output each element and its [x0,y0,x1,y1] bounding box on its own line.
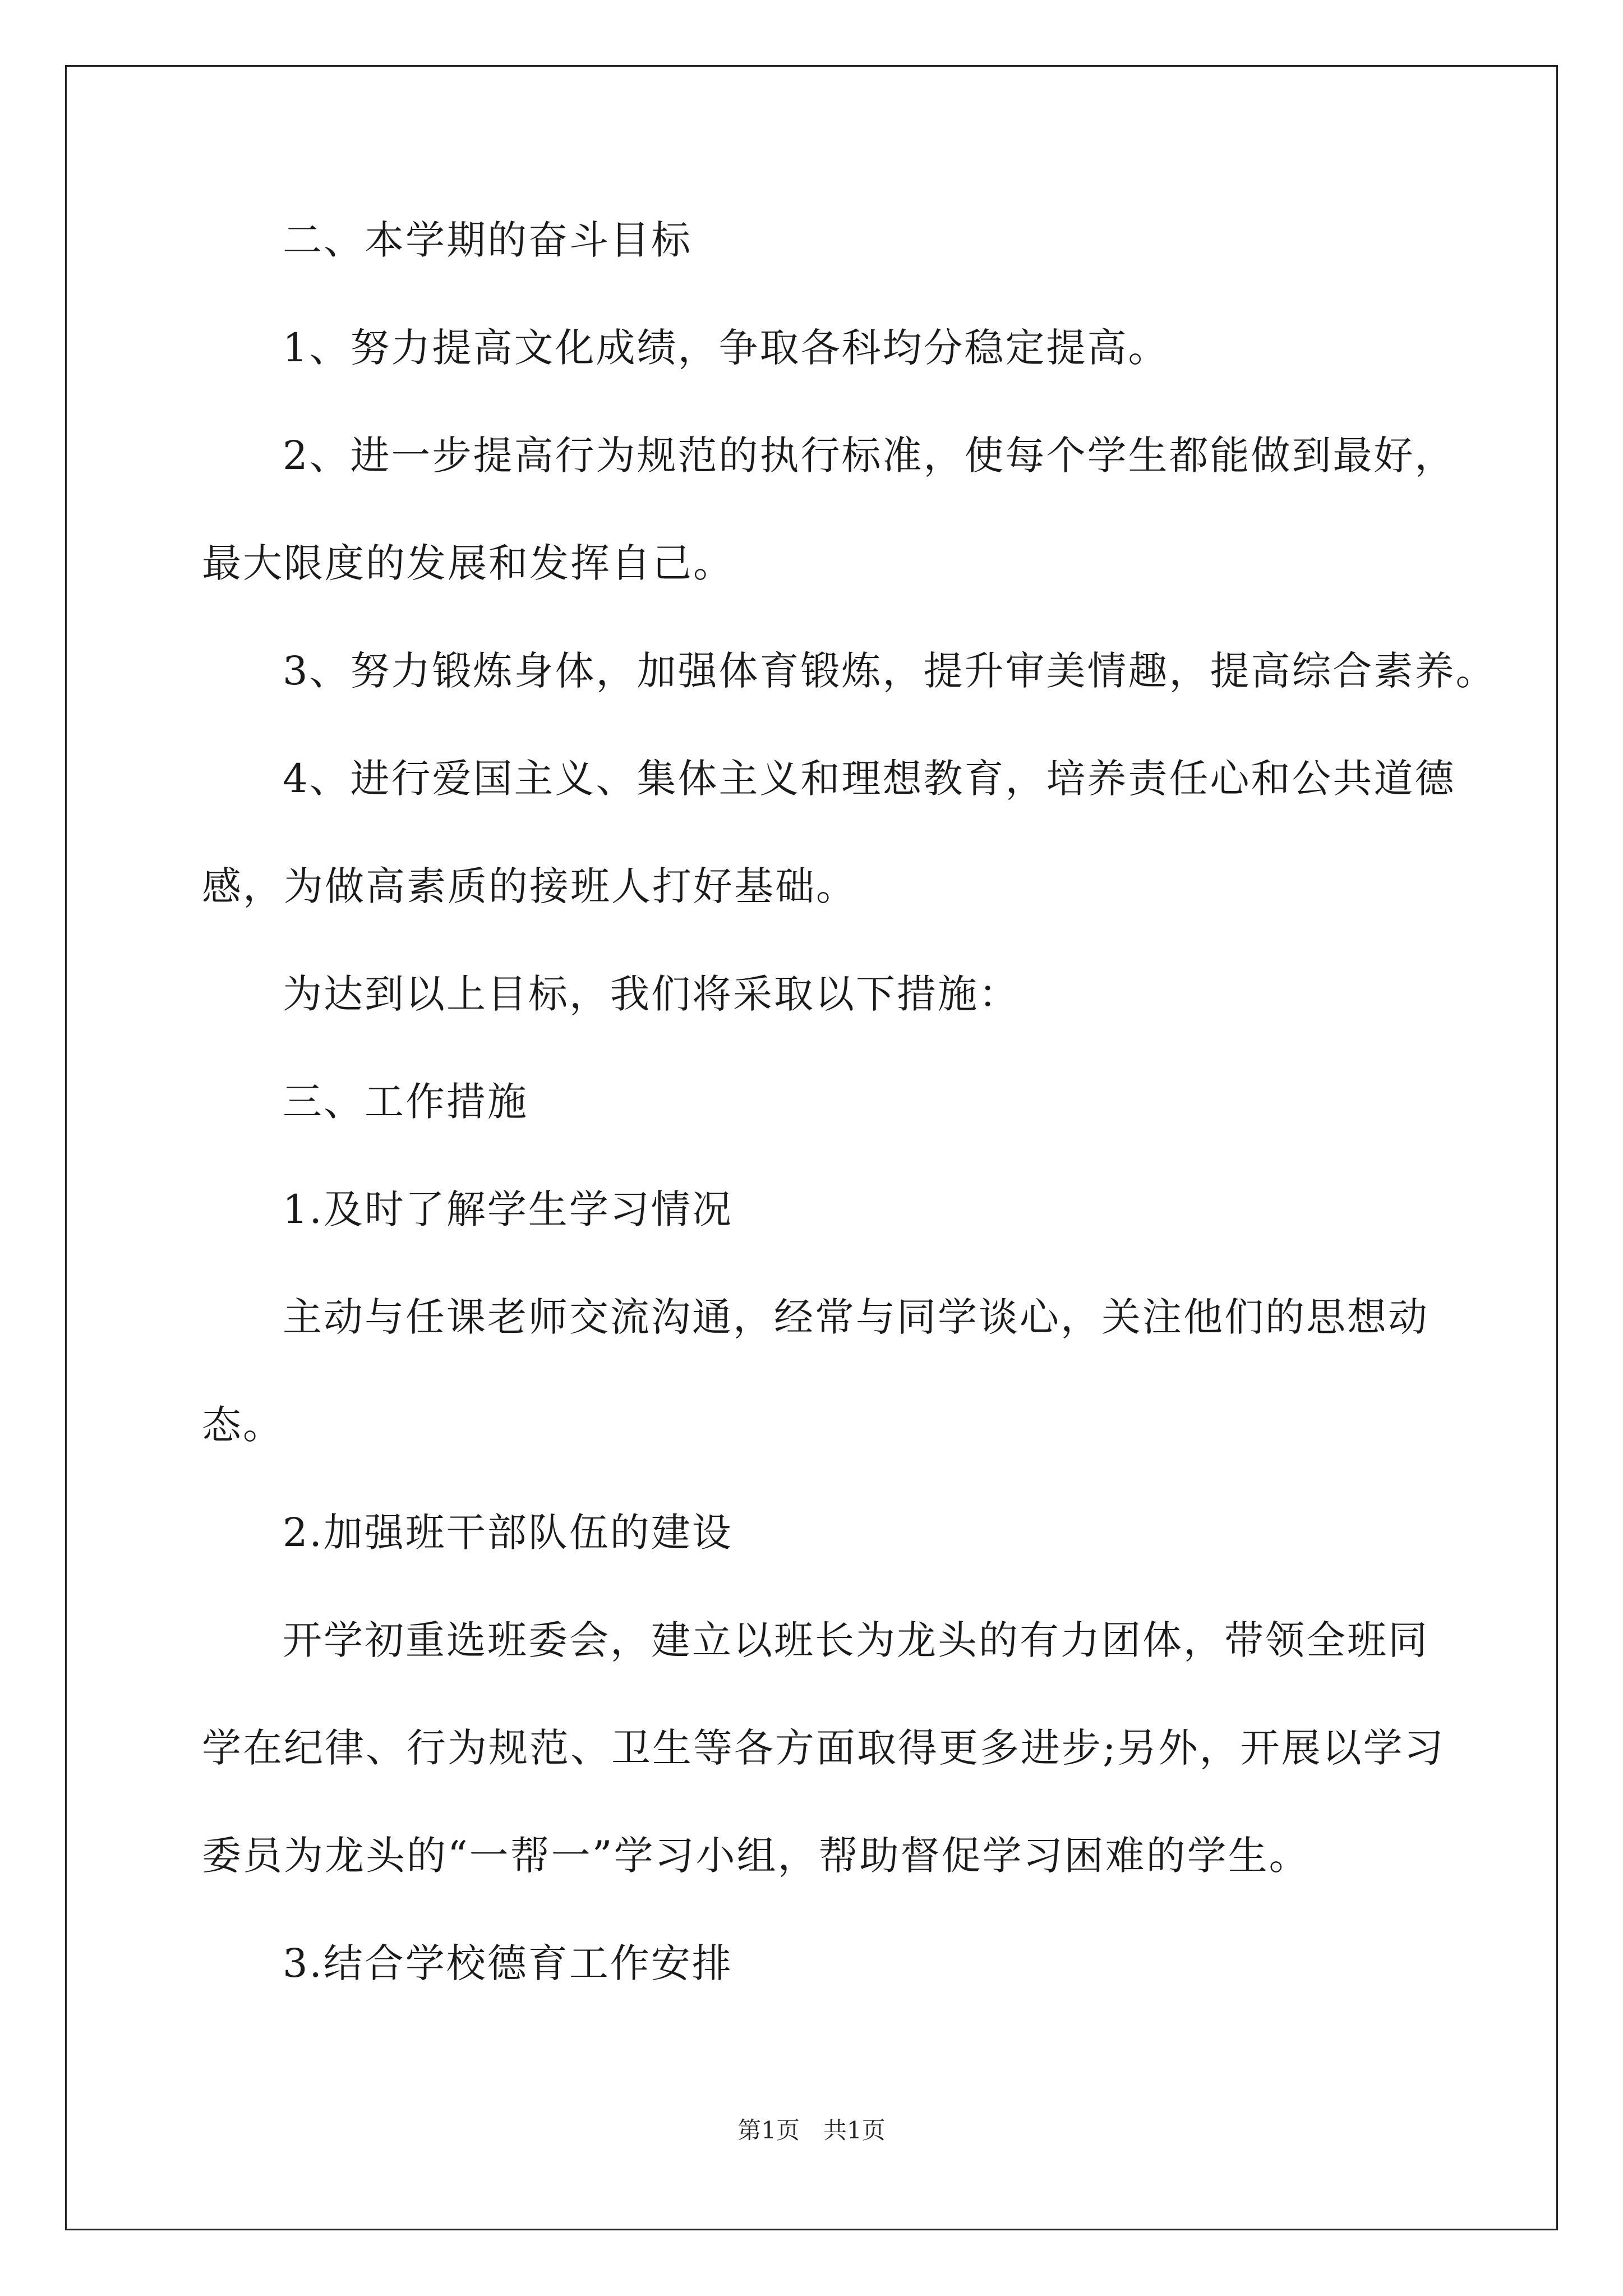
paragraph-line: 感，为做高素质的接班人打好基础。 [202,863,857,909]
subheading: 3.结合学校德育工作安排 [283,1940,733,1986]
paragraph-line: 2、进一步提高行为规范的执行标准，使每个学生都能做到最好， [283,432,1456,478]
heading-measures: 三、工作措施 [283,1079,528,1125]
paragraph-line: 态。 [202,1402,284,1448]
paragraph-line: 1、努力提高文化成绩，争取各科均分稳定提高。 [283,325,1169,371]
paragraph-line: 为达到以上目标，我们将采取以下措施： [283,971,1020,1017]
paragraph-line: 委员为龙头的“一帮一”学习小组，帮助督促学习困难的学生。 [202,1833,1310,1879]
paragraph-line: 4、进行爱国主义、集体主义和理想教育，培养责任心和公共道德 [283,756,1456,802]
paragraph-line: 3、努力锻炼身体，加强体育锻炼，提升审美情趣，提高综合素养。 [283,648,1497,694]
subheading: 2.加强班干部队伍的建设 [283,1510,733,1556]
page-border [65,65,1558,2230]
heading-goals: 二、本学期的奋斗目标 [283,217,692,263]
subheading: 1.及时了解学生学习情况 [283,1186,733,1232]
paragraph-line: 学在纪律、行为规范、卫生等各方面取得更多进步;另外，开展以学习 [202,1725,1445,1771]
paragraph-line: 最大限度的发展和发挥自己。 [202,540,734,586]
page-number-footer: 第1页 共1页 [737,2116,886,2144]
paragraph-line: 开学初重选班委会，建立以班长为龙头的有力团体，带领全班同 [283,1617,1429,1663]
paragraph-line: 主动与任课老师交流沟通，经常与同学谈心，关注他们的思想动 [283,1294,1429,1340]
